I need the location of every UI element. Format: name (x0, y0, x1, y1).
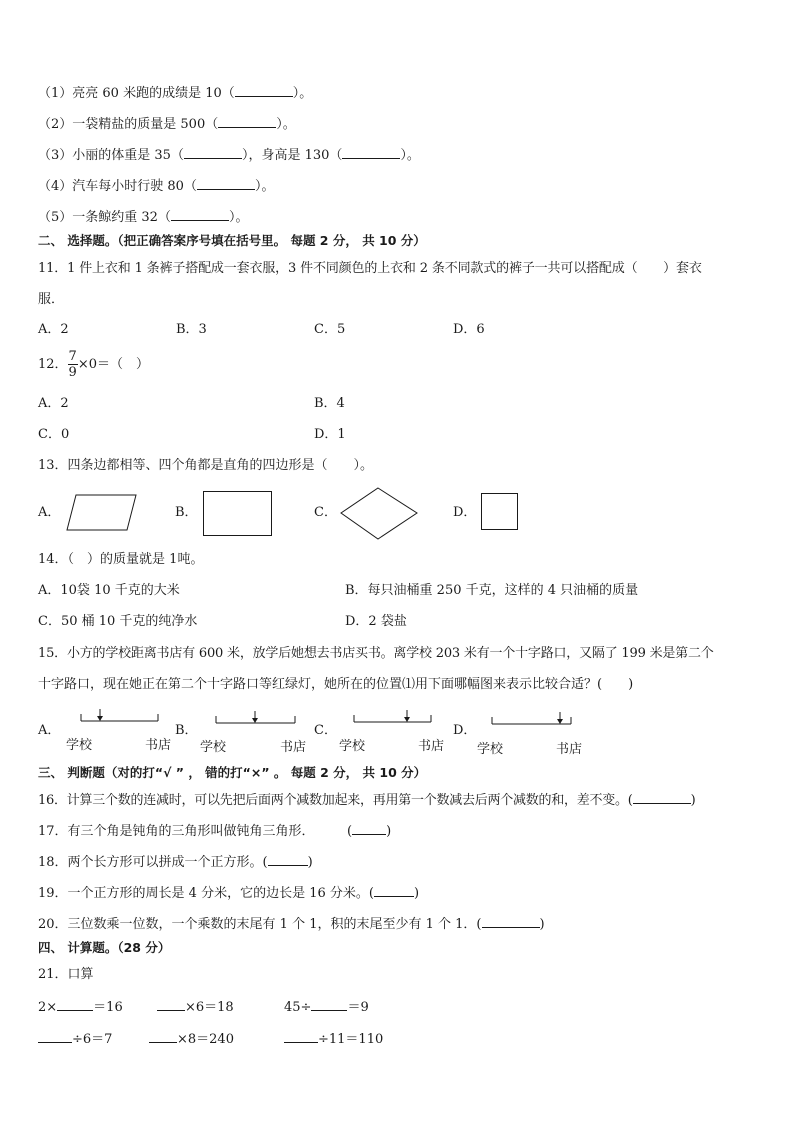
q11-option-d[interactable]: D．6 (453, 322, 485, 337)
bookstore-label: 书店 (280, 740, 307, 755)
q14-option-a[interactable]: A．10袋 10 千克的大米 (38, 583, 180, 598)
mental-math-item: ×6＝18 (157, 998, 234, 1016)
question-15-stem-cont: 十字路口，现在她正在第二个十字路口等红绿灯，她所在的位置⑴用下面哪幅图来表示比较合适？( ) (38, 677, 634, 692)
answer-blank[interactable] (374, 884, 414, 897)
answer-blank[interactable] (197, 177, 255, 190)
question-14-stem: 14．（ ）的质量就是 1吨。 (38, 552, 204, 567)
question-21-title: 21．口算 (38, 967, 94, 982)
q15-option-b[interactable]: B． (175, 723, 198, 738)
q15-option-d[interactable]: D． (453, 723, 477, 738)
question-15-stem: 15．小方的学校距离书店有 600 米，放学后她想去书店买书。离学校 203 米有一个十字路口，又隔了 199 米是第二个 (38, 646, 714, 661)
answer-blank[interactable] (284, 1030, 318, 1043)
mental-math-item: 45÷ ＝9 (284, 1000, 369, 1015)
rectangle-shape (203, 491, 273, 537)
answer-blank[interactable] (38, 1030, 72, 1043)
school-label: 学校 (200, 740, 227, 755)
q13-option-c[interactable]: C． (314, 505, 337, 520)
judge-question-16: 16．计算三个数的连减时，可以先把后面两个减数加起来，再用第一个数减去后两个减数的和，差不变。( ) (38, 793, 696, 808)
q12-option-b[interactable]: B．4 (314, 396, 345, 411)
mental-math-item: ×8＝240 (149, 1030, 234, 1048)
route-diagram-c (353, 710, 433, 734)
answer-blank[interactable] (235, 84, 293, 97)
unit-question-3: （3）小丽的体重是 35（ ），身高是 130（ ）。 (38, 148, 420, 163)
q13-option-d[interactable]: D． (453, 505, 477, 520)
mental-math-item: 2× ＝16 (38, 1000, 123, 1015)
judge-question-17: 17．有三个角是钝角的三角形叫做钝角三角形． ( ) (38, 824, 392, 839)
answer-blank[interactable] (342, 146, 400, 159)
section-4-heading: 四、 计算题。（28 分） (38, 940, 171, 955)
answer-blank[interactable] (482, 915, 540, 928)
bookstore-label: 书店 (556, 742, 583, 757)
q13-option-b[interactable]: B． (175, 505, 198, 520)
parallelogram-shape (66, 494, 138, 532)
mental-math-item: ÷6＝7 (38, 1030, 112, 1048)
unit-question-5: （5）一条鲸约重 32（ ）。 (38, 210, 249, 225)
answer-blank[interactable] (171, 208, 229, 221)
answer-blank[interactable] (149, 1030, 177, 1043)
answer-blank[interactable] (157, 998, 185, 1011)
route-diagram-a (80, 709, 160, 733)
question-11-stem-cont: 服． (38, 292, 65, 307)
section-3-heading: 三、 判断题（对的打“√ ” ， 错的打“×” 。 每题 2 分， 共 10 分） (38, 765, 427, 780)
unit-question-4: （4）汽车每小时行驶 80（ ）。 (38, 179, 275, 194)
q11-option-a[interactable]: A．2 (38, 322, 69, 337)
section-2-heading: 二、 选择题。（把正确答案序号填在括号里。 每题 2 分， 共 10 分） (38, 233, 426, 248)
route-diagram-b (215, 711, 297, 735)
judge-question-20: 20．三位数乘一位数，一个乘数的末尾有 1 个 1，积的末尾至少有 1 个 1．( ) (38, 917, 545, 932)
answer-blank[interactable] (268, 853, 308, 866)
q12-option-c[interactable]: C．0 (38, 427, 70, 442)
q11-option-c[interactable]: C．5 (314, 322, 346, 337)
q12-option-d[interactable]: D．1 (314, 427, 346, 442)
q12-option-a[interactable]: A．2 (38, 396, 69, 411)
mental-math-item: ÷11＝110 (284, 1030, 383, 1048)
answer-blank[interactable] (311, 998, 347, 1011)
answer-blank[interactable] (184, 146, 242, 159)
answer-blank[interactable] (57, 998, 93, 1011)
rhombus-shape (340, 487, 418, 541)
q15-option-a[interactable]: A． (38, 723, 61, 738)
school-label: 学校 (339, 739, 366, 754)
bookstore-label: 书店 (145, 738, 172, 753)
judge-question-19: 19．一个正方形的周长是 4 分米，它的边长是 16 分米。( ) (38, 886, 420, 901)
answer-blank[interactable] (633, 791, 691, 804)
answer-blank[interactable] (218, 115, 276, 128)
q14-option-c[interactable]: C．50 桶 10 千克的纯净水 (38, 614, 198, 629)
question-13-stem: 13．四条边都相等、四个角都是直角的四边形是（ ）。 (38, 458, 374, 473)
unit-question-1: （1）亮亮 60 米跑的成绩是 10（ ）。 (38, 86, 313, 101)
q14-option-b[interactable]: B．每只油桶重 250 千克，这样的 4 只油桶的质量 (345, 583, 639, 598)
judge-question-18: 18．两个长方形可以拼成一个正方形。( ) (38, 855, 313, 870)
q11-option-b[interactable]: B．3 (176, 322, 207, 337)
q13-option-a[interactable]: A． (38, 505, 61, 520)
question-12-stem: 12． $\frac{7}{9}$ ×0＝（ ） (38, 349, 149, 380)
square-shape (481, 493, 519, 531)
unit-question-2: （2）一袋精盐的质量是 500（ ）。 (38, 117, 296, 132)
answer-blank[interactable] (352, 822, 386, 835)
bookstore-label: 书店 (418, 739, 445, 754)
q14-option-d[interactable]: D．2 袋盐 (345, 614, 407, 629)
q15-option-c[interactable]: C． (314, 723, 337, 738)
school-label: 学校 (66, 738, 93, 753)
school-label: 学校 (477, 742, 504, 757)
question-11-stem: 11．1 件上衣和 1 条裤子搭配成一套衣服，3 件不同颜色的上衣和 2 条不同款式的裤子一共可以搭配成（ ）套衣 (38, 261, 702, 276)
fraction: $\frac{7}{9}$ (68, 349, 77, 380)
route-diagram-d (491, 712, 573, 736)
